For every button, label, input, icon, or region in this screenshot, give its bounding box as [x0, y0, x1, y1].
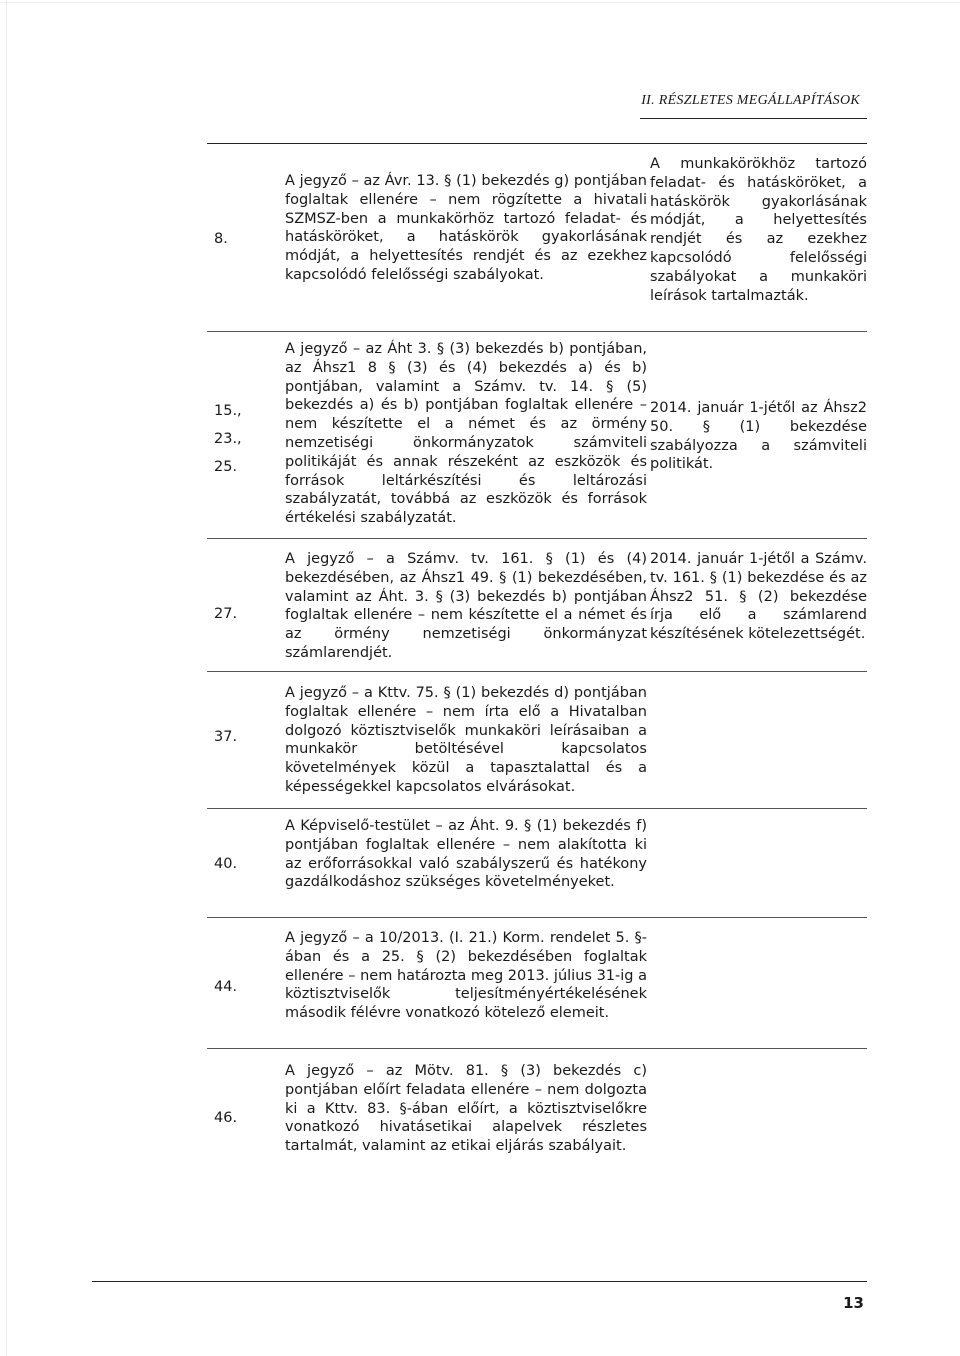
table-row	[207, 817, 867, 917]
finding-text: A jegyző – az Ávr. 13. § (1) bekezdés g) pontjában foglaltak ellenére – nem rögzítette a hivatali SZMSZ-ben a munkakörhöz tartozó feladat- és hatásköröket, a hatáskörök gyakorlásának módját, a helyettesítés rendjét és az ezekhez kapcsolódó felelősségi szabályokat.	[285, 173, 647, 283]
row-divider	[207, 808, 867, 809]
scan-edge-left	[6, 0, 7, 1356]
finding-text: A jegyző – a Számv. tv. 161. § (1) és (4) bekezdésében, az Áhsz1 49. § (1) bekezdésében, valamint az Áht. 3. § (3) bekezdés b) pontjában foglaltak ellenére – nem készítette el a német és az örmény nemzetiségi önkormányzat számlarendjét.	[285, 551, 647, 661]
row-divider	[207, 538, 867, 539]
table-top-divider	[207, 143, 867, 144]
finding-text: A jegyző – a 10/2013. (I. 21.) Korm. rendelet 5. §-ában és a 25. § (2) bekezdésében foglaltak ellenére – nem határozta meg 2013. július 31-ig a köztisztviselők teljesítményértékelésének második félévre vonatkozó kötelező elemeit.	[285, 930, 647, 1022]
finding-text: A jegyző – az Mötv. 81. § (3) bekezdés c) pontjában előírt feladata ellenére – nem dolgozta ki a Kttv. 83. §-ában előírt, a köztisztviselőkre vonatkozó hivatásetikai alapelvek részletes tartalmát, valamint az etikai eljárás szabályait.	[285, 1063, 647, 1155]
page-number: 13	[843, 1294, 864, 1312]
table-row	[207, 1062, 867, 1182]
row-number: 37.	[214, 729, 238, 745]
response-text: 2014. január 1-jétől az Áhsz2 50. § (1) bekezdése szabályozza a számviteli politikát.	[650, 400, 867, 473]
footer-divider	[92, 1281, 867, 1282]
table-row	[207, 684, 867, 809]
row-divider	[207, 671, 867, 672]
row-number: 44.	[214, 979, 238, 995]
header-divider	[640, 118, 867, 119]
table-row	[207, 929, 867, 1049]
row-number: 46.	[214, 1110, 238, 1126]
row-divider	[207, 917, 867, 918]
response-text: A munkakörökhöz tartozó feladat- és hatásköröket, a hatáskörök gyakorlásának módját, a helyettesítés rendjét és az ezekhez kapcsolódó felelősségi szabályokat a munkaköri leírások tartalmazták.	[650, 156, 867, 304]
row-divider	[207, 1048, 867, 1049]
row-number: 27.	[214, 606, 238, 622]
row-number: 8.	[214, 231, 228, 247]
table-row	[207, 550, 867, 670]
table-row	[207, 156, 867, 332]
table-row	[207, 340, 867, 540]
scan-edge-top	[0, 2, 960, 3]
finding-text: A jegyző – az Áht 3. § (3) bekezdés b) pontjában, az Áhsz1 8 § (3) és (4) bekezdés a) és b) pontjában, valamint a Számv. tv. 14. § (5) bekezdés a) és b) pontjában foglaltak ellenére – nem készítette el a német és az örmény nemzetiségi önkormányzatok számviteli politikáját és annak részeként az eszközök és források leltárkészítési és leltározási szabályzatát, továbbá az eszközök és források értékelési szabályzatát.	[285, 341, 647, 527]
finding-text: A Képviselő-testület – az Áht. 9. § (1) bekezdés f) pontjában foglaltak ellenére – nem alakította ki az erőforrásokkal való szabályszerű és hatékony gazdálkodáshoz szükséges követelményeket.	[285, 818, 647, 891]
section-title: II. RÉSZLETES MEGÁLLAPÍTÁSOK	[641, 93, 860, 108]
row-divider	[207, 331, 867, 332]
row-number: 40.	[214, 856, 238, 872]
row-number: 15., 23., 25.	[214, 403, 242, 475]
response-text: 2014. január 1-jétől a Számv. tv. 161. § (1) bekezdése és az Áhsz2 51. § (2) bekezdése írja elő a számlarend készítésének kötelezettségét.	[650, 551, 867, 643]
finding-text: A jegyző – a Kttv. 75. § (1) bekezdés d) pontjában foglaltak ellenére – nem írta elő a Hivatalban dolgozó köztisztviselők munkaköri leírásaiban a munkakör betöltésével kapcsolatos követelmények közül a tapasztalattal és a képességekkel kapcsolatos elvárásokat.	[285, 685, 647, 795]
